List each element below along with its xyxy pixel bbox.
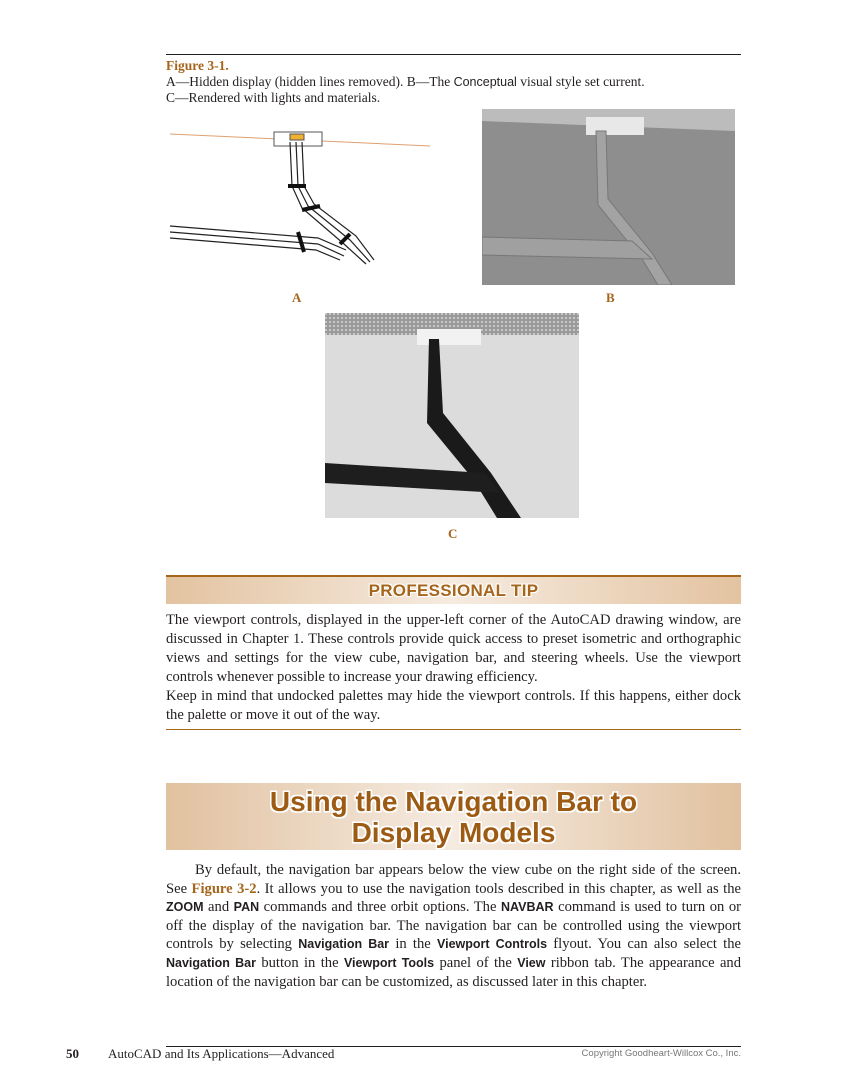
command-term: Navigation Bar <box>298 937 390 952</box>
figure-c-label: C <box>448 526 458 541</box>
figure-b-label: B <box>606 290 615 305</box>
caption-term: Conceptual <box>453 75 517 89</box>
tip-title: PROFESSIONAL TIP <box>368 581 539 600</box>
figure-number: Figure 3-1. <box>166 58 229 73</box>
copyright: Copyright Goodheart-Willcox Co., Inc. <box>581 1048 741 1059</box>
caption-text: A—Hidden display (hidden lines removed). B—The <box>166 74 454 89</box>
heading-line-1: Using the Navigation Bar to <box>269 786 638 817</box>
page-number: 50 <box>66 1046 79 1061</box>
command-term: Viewport Controls <box>437 937 548 952</box>
section-body-paragraph <box>166 861 741 991</box>
body-text: command is used to turn on or off the display of the navigation bar. The navigation bar can be controlled using the viewport controls by selecting <box>166 899 741 953</box>
body-text: By default, the navigation bar appears below the view cube on the right side of the screen. See <box>166 862 741 897</box>
caption-line2: C—Rendered with lights and materials. <box>166 90 381 105</box>
body-text: flyout. You can also select the <box>547 936 741 953</box>
command-term: PAN <box>233 900 260 915</box>
tip-bottom-rule <box>166 729 741 730</box>
command-term: ZOOM <box>166 900 204 915</box>
body-text: and <box>203 899 234 916</box>
tip-paragraph-1: The viewport controls, displayed in the upper-left corner of the AutoCAD drawing window, are discussed in Chapter 1. These controls provide quick access to preset isometric and orthographic views and settings for the view cube, navigation bar, and steering wheels. Use the viewport controls whenever possible to increase your drawing efficiency. <box>166 612 741 685</box>
top-rule <box>166 54 741 55</box>
professional-tip-header <box>166 575 741 604</box>
tip-paragraph-2: Keep in mind that undocked palettes may hide the viewport controls. If this happens, either dock the palette or move it out of the way. <box>166 688 741 723</box>
command-term: Navigation Bar <box>166 955 256 970</box>
body-text: commands and three orbit options. The <box>259 899 501 916</box>
command-term: View <box>517 955 546 970</box>
body-text: button in the <box>255 954 344 971</box>
book-title: AutoCAD and Its Applications—Advanced <box>108 1046 335 1061</box>
body-text: in the <box>389 936 437 953</box>
section-heading <box>166 783 741 850</box>
heading-line-2: Display Models <box>351 817 556 848</box>
figure-a-hidden-display <box>168 126 433 268</box>
command-term: Viewport Tools <box>343 955 435 970</box>
figure-caption <box>166 58 741 106</box>
caption-text: visual style set current. <box>516 74 645 89</box>
figure-a-label: A <box>292 290 302 305</box>
figure-reference-link[interactable]: Figure 3-2 <box>191 880 257 897</box>
figure-c-rendered <box>325 313 579 518</box>
figure-b-conceptual <box>482 109 735 285</box>
command-term: NAVBAR <box>501 900 554 915</box>
body-text: panel of the <box>434 954 518 971</box>
body-text: ribbon tab. The appearance and location of the navigation bar can be customized, as discussed later in this chapter. <box>166 954 742 990</box>
body-text: . It allows you to use the navigation tools described in this chapter, as well as the <box>256 880 741 897</box>
